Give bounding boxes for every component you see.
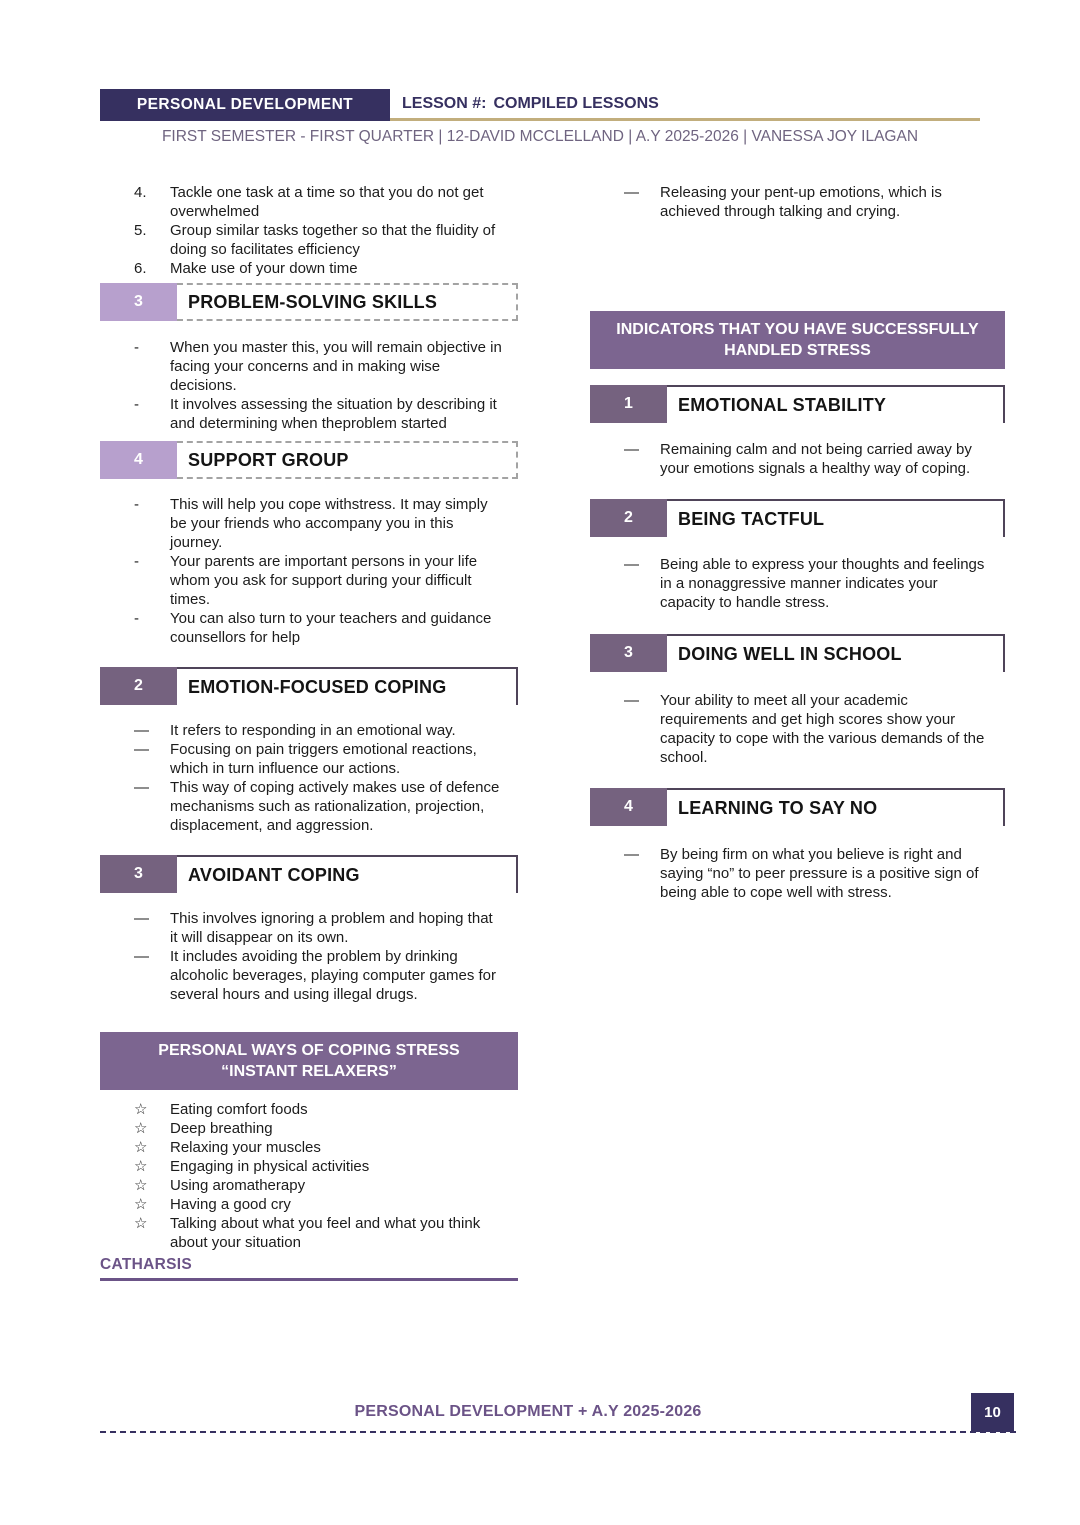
star-item-text: Talking about what you feel and what you think about your situation — [170, 1215, 481, 1251]
bullet-text: Releasing your pent-up emotions, which is achieved through talking and crying. — [660, 184, 942, 220]
bullet-text: Your parents are important persons in your life whom you ask for support during your difficult times. — [170, 553, 478, 608]
bullet-item — [100, 721, 518, 740]
bullet-item — [100, 552, 518, 609]
star-icon: ☆ — [134, 1120, 148, 1137]
bullet-item — [590, 555, 1005, 612]
bullet-text: When you master this, you will remain objective in facing your concerns and in making wise decisions. — [170, 339, 502, 394]
section-title: AVOIDANT COPING — [177, 855, 518, 893]
bullet-item — [590, 845, 1005, 902]
bullet-item — [590, 691, 1005, 767]
bullet-text: It includes avoiding the problem by drinking alcoholic beverages, playing computer games for several hours and using illegal drugs. — [170, 948, 497, 1003]
star-item-text: Having a good cry — [170, 1196, 291, 1213]
section-number-badge: 2 — [100, 667, 177, 705]
star-item — [100, 1214, 518, 1252]
bullet-item — [590, 440, 1005, 478]
bullet-marker: — — [134, 910, 149, 927]
section-title: PROBLEM-SOLVING SKILLS — [177, 283, 518, 321]
page-header — [100, 89, 980, 146]
numbered-list — [100, 183, 518, 278]
section-title: DOING WELL IN SCHOOL — [667, 634, 1005, 672]
course-title-banner: PERSONAL DEVELOPMENT — [100, 89, 390, 121]
banner-line-1: PERSONAL WAYS OF COPING STRESS — [158, 1042, 460, 1059]
section-number-badge: 2 — [590, 499, 667, 537]
bullet-marker: — — [624, 846, 639, 863]
bullet-item — [100, 495, 518, 552]
star-icon: ☆ — [134, 1215, 148, 1232]
star-item-text: Eating comfort foods — [170, 1101, 308, 1118]
page-number-badge: 10 — [971, 1393, 1014, 1432]
bullet-marker: - — [134, 496, 139, 513]
section-title: SUPPORT GROUP — [177, 441, 518, 479]
star-item — [100, 1100, 518, 1119]
bullet-text: You can also turn to your teachers and guidance counsellors for help — [170, 610, 492, 646]
content-columns — [100, 183, 1016, 1281]
list-item — [100, 183, 518, 221]
section-header-emotion-focused-coping — [100, 667, 518, 705]
lesson-title: COMPILED LESSONS — [493, 94, 659, 112]
bullet-marker: — — [134, 722, 149, 739]
banner-indicators — [590, 311, 1005, 369]
bullet-text: It involves assessing the situation by describing it and determining when theproblem started — [170, 396, 497, 432]
banner-line-2: HANDLED STRESS — [724, 342, 871, 359]
section-number-badge: 3 — [100, 855, 177, 893]
list-item-text: Group similar tasks together so that the fluidity of doing so facilitates efficiency — [170, 222, 496, 258]
bullet-list — [100, 495, 518, 647]
bullet-list — [100, 909, 518, 1004]
bullet-marker: — — [624, 692, 639, 709]
right-column — [590, 183, 1005, 902]
bullet-marker: - — [134, 396, 139, 413]
bullet-marker: — — [134, 779, 149, 796]
bullet-marker: — — [624, 556, 639, 573]
section-header-learning-to-say-no — [590, 788, 1005, 826]
bullet-item — [590, 183, 1005, 221]
bullet-item — [100, 778, 518, 835]
list-item-number: 4. — [134, 184, 147, 201]
star-icon: ☆ — [134, 1139, 148, 1156]
star-icon: ☆ — [134, 1101, 148, 1118]
bullet-text: Being able to express your thoughts and feelings in a nonaggressive manner indicates your capacity to handle stress. — [660, 556, 985, 611]
lesson-number-label: LESSON #: — [402, 94, 487, 112]
section-header-being-tactful — [590, 499, 1005, 537]
footer-title: PERSONAL DEVELOPMENT + A.Y 2025-2026 — [354, 1403, 702, 1420]
star-item — [100, 1176, 518, 1195]
lesson-line — [390, 89, 980, 121]
bullet-text: By being firm on what you believe is right and saying “no” to peer pressure is a positive sign of being able to cope well with stress. — [660, 846, 979, 901]
bullet-item — [100, 740, 518, 778]
bullet-marker: - — [134, 610, 139, 627]
bullet-item — [100, 947, 518, 1004]
bullet-marker: — — [134, 741, 149, 758]
section-title: BEING TACTFUL — [667, 499, 1005, 537]
star-icon: ☆ — [134, 1177, 148, 1194]
section-header-support-group — [100, 441, 518, 479]
catharsis-heading: CATHARSIS — [100, 1256, 518, 1281]
section-number-badge: 1 — [590, 385, 667, 423]
bullet-marker: - — [134, 339, 139, 356]
list-item — [100, 259, 518, 278]
section-title: EMOTION-FOCUSED COPING — [177, 667, 518, 705]
banner-personal-ways-of-coping — [100, 1032, 518, 1090]
star-item-text: Engaging in physical activities — [170, 1158, 370, 1175]
bullet-text: This involves ignoring a problem and hoping that it will disappear on its own. — [170, 910, 493, 946]
bullet-item — [100, 609, 518, 647]
bullet-text: Focusing on pain triggers emotional reactions, which in turn influence our actions. — [170, 741, 477, 777]
banner-line-1: INDICATORS THAT YOU HAVE SUCCESSFULLY — [616, 321, 979, 338]
bullet-marker: — — [624, 184, 639, 201]
header-top-row — [100, 89, 980, 121]
star-item — [100, 1195, 518, 1214]
star-item — [100, 1157, 518, 1176]
section-title: EMOTIONAL STABILITY — [667, 385, 1005, 423]
list-item-number: 6. — [134, 260, 147, 277]
section-number-badge: 3 — [590, 634, 667, 672]
bullet-text: Remaining calm and not being carried away by your emotions signals a healthy way of coping. — [660, 441, 972, 477]
star-item — [100, 1138, 518, 1157]
list-item-number: 5. — [134, 222, 147, 239]
bullet-marker: — — [134, 948, 149, 965]
semester-meta-line: FIRST SEMESTER - FIRST QUARTER | 12-DAVID MCCLELLAND | A.Y 2025-2026 | VANESSA JOY ILAGAN — [161, 128, 919, 145]
section-number-badge: 4 — [100, 441, 177, 479]
bullet-item — [100, 395, 518, 433]
section-number-badge: 3 — [100, 283, 177, 321]
page-footer — [100, 1393, 1016, 1435]
bullet-item — [100, 909, 518, 947]
bullet-text: It refers to responding in an emotional way. — [170, 722, 456, 739]
star-item-text: Relaxing your muscles — [170, 1139, 321, 1156]
section-header-doing-well-in-school — [590, 634, 1005, 672]
section-title: LEARNING TO SAY NO — [667, 788, 1005, 826]
bullet-item — [100, 338, 518, 395]
star-item — [100, 1119, 518, 1138]
section-header-problem-solving — [100, 283, 518, 321]
star-item-text: Deep breathing — [170, 1120, 273, 1137]
banner-line-2: “INSTANT RELAXERS” — [221, 1063, 397, 1080]
bullet-list — [100, 721, 518, 835]
bullet-text: This way of coping actively makes use of defence mechanisms such as rationalization, projection, displacement, and aggression. — [170, 779, 500, 834]
bullet-text: This will help you cope withstress. It may simply be your friends who accompany you in this journey. — [170, 496, 488, 551]
section-header-avoidant-coping — [100, 855, 518, 893]
bullet-list — [100, 338, 518, 433]
bullet-text: Your ability to meet all your academic requirements and get high scores show your capacity to cope with the various demands of the school. — [660, 692, 985, 766]
star-icon: ☆ — [134, 1158, 148, 1175]
left-column — [100, 183, 518, 1281]
section-header-emotional-stability — [590, 385, 1005, 423]
star-icon: ☆ — [134, 1196, 148, 1213]
star-item-text: Using aromatherapy — [170, 1177, 306, 1194]
footer-dashed-divider — [100, 1431, 1016, 1433]
bullet-marker: — — [624, 441, 639, 458]
section-number-badge: 4 — [590, 788, 667, 826]
list-item — [100, 221, 518, 259]
list-item-text: Make use of your down time — [170, 260, 358, 277]
star-list — [100, 1100, 518, 1252]
list-item-text: Tackle one task at a time so that you do not get overwhelmed — [170, 184, 484, 220]
bullet-marker: - — [134, 553, 139, 570]
